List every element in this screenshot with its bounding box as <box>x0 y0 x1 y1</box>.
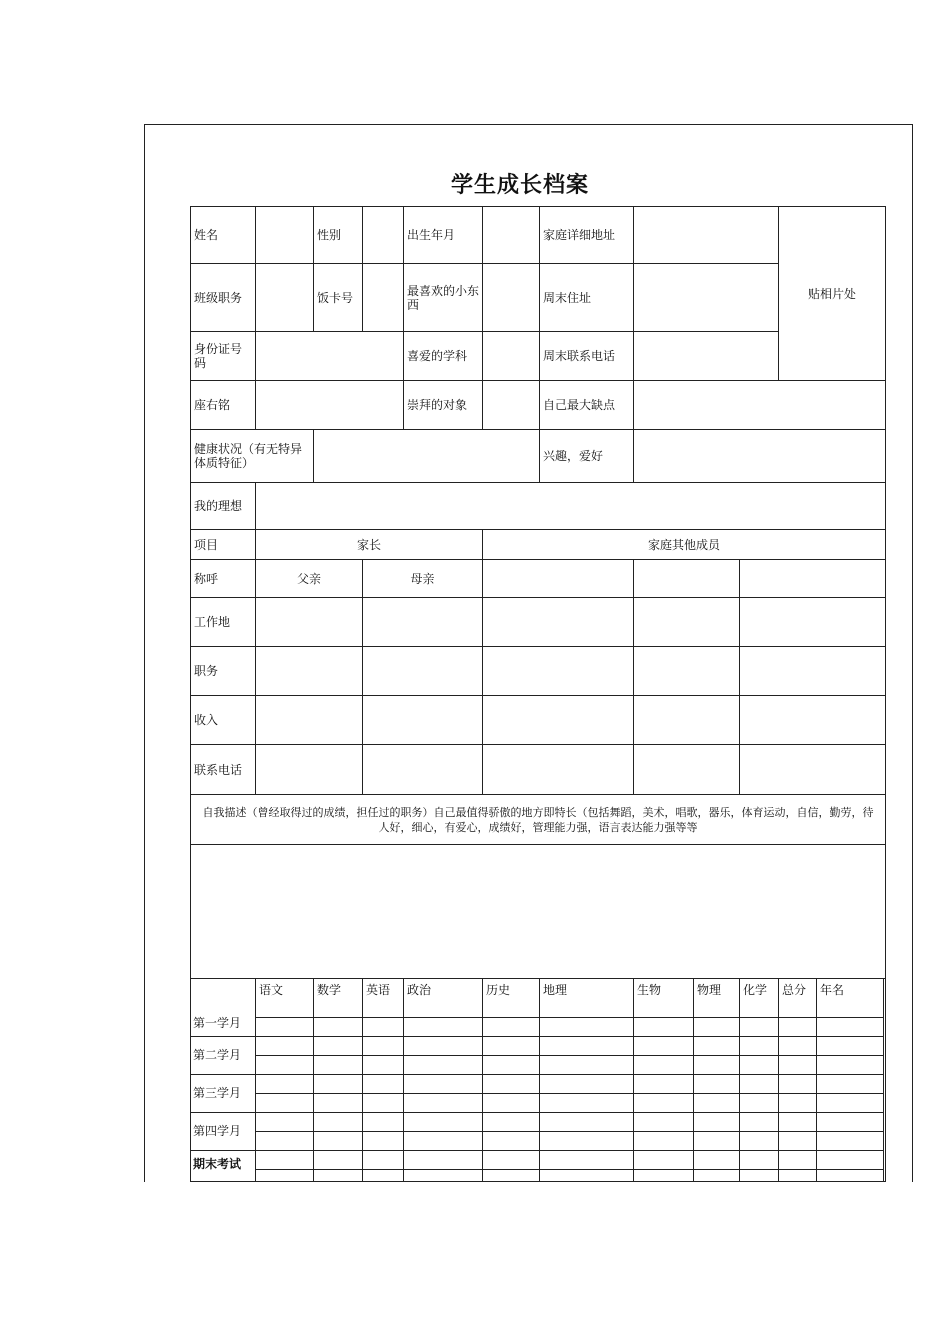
subject-header: 总分 <box>778 978 817 1018</box>
member-cell[interactable] <box>362 597 483 647</box>
label-motto: 座右铭 <box>190 380 256 430</box>
value-birth[interactable] <box>482 206 540 264</box>
subject-header: 数学 <box>313 978 363 1018</box>
label-class-duty: 班级职务 <box>190 263 256 332</box>
subject-header: 地理 <box>539 978 634 1018</box>
label-item: 项目 <box>190 529 256 560</box>
label-id-no: 身份证号码 <box>190 331 256 381</box>
label-mother: 母亲 <box>362 559 483 598</box>
self-description-area[interactable] <box>190 844 886 979</box>
member-cell[interactable] <box>362 646 483 696</box>
member-cell[interactable] <box>482 646 634 696</box>
photo-area: 贴相片处 <box>778 206 886 381</box>
member-cell[interactable] <box>739 646 886 696</box>
label-weakness: 自己最大缺点 <box>539 380 634 430</box>
member-cell[interactable] <box>739 597 886 647</box>
subject-header: 生物 <box>633 978 694 1018</box>
member-cell[interactable] <box>633 559 740 598</box>
member-cell[interactable] <box>362 744 483 795</box>
label-gender: 性别 <box>313 206 363 264</box>
member-cell[interactable] <box>255 744 363 795</box>
label-work: 工作地 <box>190 597 256 647</box>
member-cell[interactable] <box>362 695 483 745</box>
label-ideal: 我的理想 <box>190 482 256 530</box>
label-idol: 崇拜的对象 <box>403 380 483 430</box>
term-label: 第一学月 <box>193 1016 242 1030</box>
document-title: 学生成长档案 <box>450 173 589 198</box>
value-fav-subject[interactable] <box>482 331 540 381</box>
value-idol[interactable] <box>482 380 540 430</box>
subject-header: 物理 <box>693 978 740 1018</box>
label-fav-thing: 最喜欢的小东西 <box>403 263 483 332</box>
term-label: 第三学月 <box>193 1086 242 1100</box>
self-description-label: 自我描述（曾经取得过的成绩，担任过的职务）自己最值得骄傲的地方即特长（包括舞蹈，美术，唱歌，器乐，体育运动，自信，勤劳，待人好，细心，有爱心，成绩好，管理能力强，语言表达能力强等等 <box>190 794 886 845</box>
label-hobby: 兴趣，爱好 <box>539 429 634 483</box>
value-ideal[interactable] <box>255 482 886 530</box>
subject-header: 年名 <box>816 978 884 1018</box>
value-fav-thing[interactable] <box>482 263 540 332</box>
member-cell[interactable] <box>633 646 740 696</box>
label-father: 父亲 <box>255 559 363 598</box>
member-cell[interactable] <box>739 744 886 795</box>
member-cell[interactable] <box>633 695 740 745</box>
value-weekend-address[interactable] <box>633 263 779 332</box>
value-weekend-phone[interactable] <box>633 331 779 381</box>
label-parents: 家长 <box>255 529 483 560</box>
subject-header: 语文 <box>255 978 314 1018</box>
member-cell[interactable] <box>739 559 886 598</box>
member-cell[interactable] <box>255 695 363 745</box>
label-home-address: 家庭详细地址 <box>539 206 634 264</box>
subject-header: 历史 <box>482 978 540 1018</box>
label-duty: 职务 <box>190 646 256 696</box>
value-gender[interactable] <box>362 206 404 264</box>
label-other-members: 家庭其他成员 <box>482 529 886 560</box>
value-card-no[interactable] <box>362 263 404 332</box>
label-weekend-phone: 周末联系电话 <box>539 331 634 381</box>
value-weakness[interactable] <box>633 380 886 430</box>
member-cell[interactable] <box>633 744 740 795</box>
member-cell[interactable] <box>482 597 634 647</box>
value-health[interactable] <box>313 429 540 483</box>
member-cell[interactable] <box>633 597 740 647</box>
label-weekend-address: 周末住址 <box>539 263 634 332</box>
term-label: 期末考试 <box>193 1157 242 1171</box>
label-health: 健康状况（有无特异体质特征） <box>190 429 314 483</box>
member-cell[interactable] <box>255 597 363 647</box>
term-label: 第二学月 <box>193 1048 242 1062</box>
member-cell[interactable] <box>739 695 886 745</box>
term-label: 第四学月 <box>193 1124 242 1138</box>
label-title-row: 称呼 <box>190 559 256 598</box>
member-cell[interactable] <box>482 559 634 598</box>
value-name[interactable] <box>255 206 314 264</box>
member-cell[interactable] <box>482 695 634 745</box>
value-id-no[interactable] <box>255 331 404 381</box>
label-card-no: 饭卡号 <box>313 263 363 332</box>
page-cutoff <box>144 1182 913 1344</box>
subject-header: 英语 <box>362 978 404 1018</box>
member-cell[interactable] <box>255 646 363 696</box>
member-cell[interactable] <box>482 744 634 795</box>
value-home-address[interactable] <box>633 206 779 264</box>
value-class-duty[interactable] <box>255 263 314 332</box>
label-fav-subject: 喜爱的学科 <box>403 331 483 381</box>
subject-header: 政治 <box>403 978 483 1018</box>
label-name: 姓名 <box>190 206 256 264</box>
label-birth: 出生年月 <box>403 206 483 264</box>
scores-grid-lines <box>190 978 886 1182</box>
label-income: 收入 <box>190 695 256 745</box>
value-hobby[interactable] <box>633 429 886 483</box>
value-motto[interactable] <box>255 380 404 430</box>
subject-header: 化学 <box>739 978 779 1018</box>
label-phone: 联系电话 <box>190 744 256 795</box>
